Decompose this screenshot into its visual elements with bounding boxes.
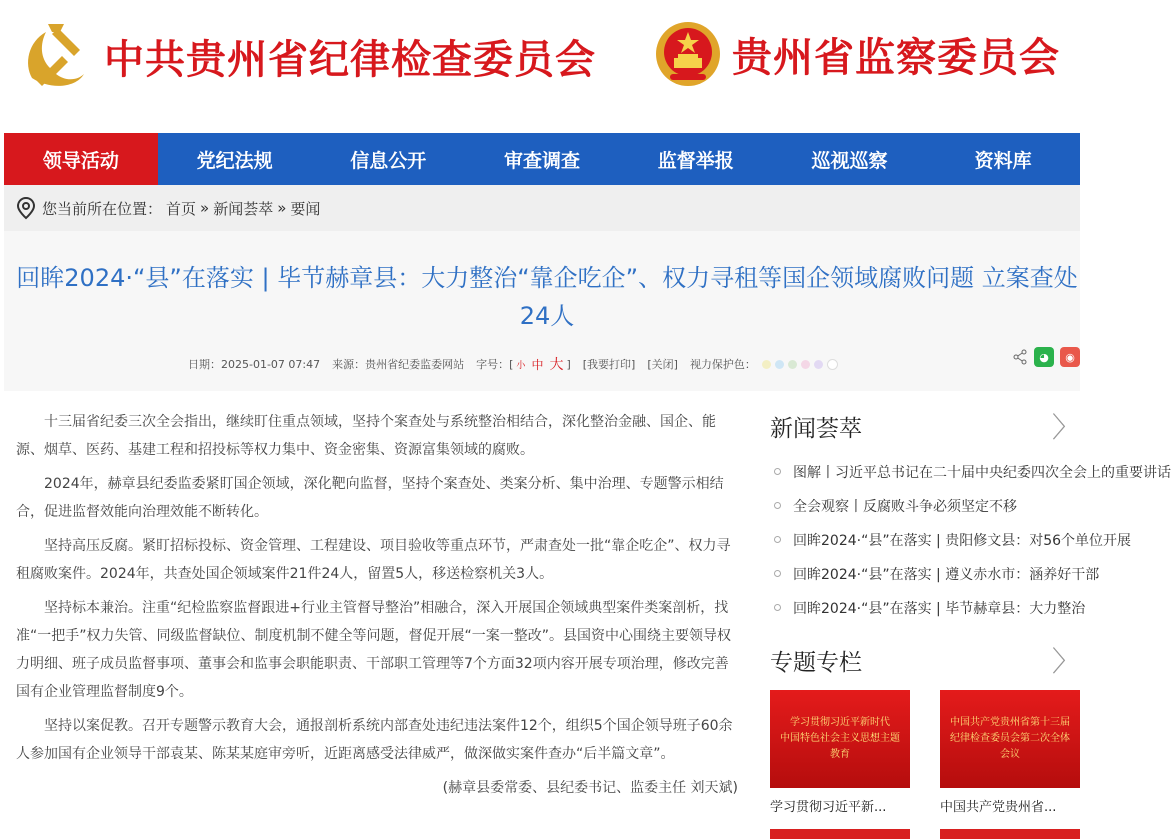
- news-list-item[interactable]: 回眸2024·“县”在落实 | 遵义赤水市：涵养好干部: [770, 558, 1080, 592]
- article-paragraph: 坚持以案促教。召开专题警示教育大会，通报剖析系统内部查处违纪违法案件12个，组织5个国企领导班子60余人参加国有企业领导干部袁某、陈某某庭审旁听，近距离感受法律威严，做深做实案件查办“后半篇文章”。: [16, 718, 733, 762]
- font-small-button[interactable]: 小: [516, 360, 526, 371]
- eye-color-blue[interactable]: [775, 360, 784, 369]
- topic-card-image-text: 学习贯彻习近平新时代: [790, 717, 890, 728]
- org-title-discipline: 中共贵州省纪律检查委员会: [104, 35, 596, 83]
- topic-card-caption[interactable]: 学习贯彻习近平新...: [770, 800, 887, 815]
- breadcrumb-prefix: 您当前所在位置：: [42, 199, 163, 218]
- topic-section-title: 专题专栏: [770, 649, 862, 676]
- font-large-button[interactable]: 大: [549, 357, 564, 373]
- party-emblem-icon: [18, 18, 94, 94]
- eye-color-green[interactable]: [788, 360, 797, 369]
- breadcrumb: [4, 185, 1080, 231]
- eye-color-purple[interactable]: [814, 360, 823, 369]
- share-icon[interactable]: [1012, 349, 1028, 365]
- news-section-title: 新闻荟萃: [770, 415, 862, 442]
- topic-section-header: [770, 634, 1080, 686]
- article-paragraph: 坚持标本兼治。注重“纪检监察监督跟进+行业主管督导整治”相融合，深入开展国企领域典型案件类案剖析，找准“一把手”权力失管、同级监督缺位、制度机制不健全等问题，督促开展“一案一整改”。县国资中心围绕主要领导权力明细、班子成员监督事项、董事会和监事会职能职责、干部职工管理等7个方面32项内容开展专项治理，修改完善国有企业管理监督制度9个。: [16, 600, 732, 700]
- sidebar: [770, 400, 1171, 839]
- news-section-header: [770, 400, 1080, 452]
- topic-card-image[interactable]: [770, 690, 910, 788]
- article-header: [4, 231, 1080, 391]
- breadcrumb-section-link[interactable]: 新闻荟萃: [213, 199, 274, 218]
- article-paragraph: 2024年，赫章县纪委监委紧盯国企领域，深化靶向监督，坚持个案查处、类案分析、集中治理、专题警示相结合，促进监督效能向治理效能不断转化。: [16, 476, 724, 520]
- eye-color-white[interactable]: [827, 359, 838, 370]
- news-list: [770, 456, 1171, 626]
- topic-card-next-image[interactable]: [940, 829, 1080, 839]
- nav-item-investigation[interactable]: 审查调查: [504, 149, 581, 172]
- main-nav: [4, 133, 1080, 185]
- topic-card-image[interactable]: [940, 690, 1080, 788]
- print-button[interactable]: [我要打印]: [582, 358, 636, 371]
- topic-card[interactable]: [940, 690, 1080, 839]
- news-list-item[interactable]: 回眸2024·“县”在落实 | 毕节赫章县：大力整治: [770, 592, 1080, 626]
- location-pin-icon: [16, 197, 36, 219]
- national-emblem-icon: [652, 18, 724, 90]
- eye-color-pink[interactable]: [801, 360, 810, 369]
- article-source: 来源：贵州省纪委监委网站: [332, 358, 465, 371]
- topic-card-image-text: 纪律检查委员会第二次全体会议: [950, 733, 1070, 760]
- wechat-icon[interactable]: ◕: [1034, 347, 1054, 367]
- breadcrumb-home-link[interactable]: 首页: [166, 199, 197, 218]
- nav-item-report[interactable]: 监督举报: [657, 149, 734, 172]
- nav-item-info-disclosure[interactable]: 信息公开: [350, 149, 427, 172]
- breadcrumb-separator: »: [200, 199, 210, 217]
- article-paragraph: 坚持高压反腐。紧盯招标投标、资金管理、工程建设、项目验收等重点环节，严肃查处一批“靠企吃企”、权力寻租腐败案件。2024年，共查处国企领域案件21件24人，留置5人，移送检察机关3人。: [16, 538, 731, 582]
- topic-card-next-image[interactable]: [770, 829, 910, 839]
- state-logo-group[interactable]: [652, 18, 1060, 90]
- eye-care-colors: [762, 359, 842, 370]
- party-logo-group[interactable]: [18, 18, 596, 94]
- close-button[interactable]: [关闭]: [647, 358, 678, 371]
- org-title-supervision: 贵州省监察委员会: [732, 33, 1060, 81]
- weibo-icon[interactable]: ◉: [1060, 347, 1080, 367]
- breadcrumb-separator: »: [277, 199, 287, 217]
- breadcrumb-page-link[interactable]: 要闻: [290, 199, 321, 218]
- nav-item-inspection[interactable]: 巡视巡察: [811, 149, 888, 172]
- article-paragraph: 十三届省纪委三次全会指出，继续盯住重点领域，坚持个案查处与系统整治相结合，深化整治金融、国企、能源、烟草、医药、基建工程和招投标等权力集中、资金密集、资源富集领域的腐败。: [16, 414, 716, 458]
- topic-card-image-text: 中国特色社会主义思想主题教育: [780, 733, 900, 760]
- nav-item-regulations[interactable]: 党纪法规: [196, 149, 273, 172]
- font-medium-button[interactable]: 中: [531, 357, 544, 372]
- font-size-end: ]: [566, 357, 571, 371]
- nav-item-library[interactable]: 资料库: [974, 149, 1032, 172]
- news-list-item[interactable]: 全会观察丨反腐败斗争必须坚定不移: [770, 490, 1080, 524]
- topic-cards: [770, 690, 1080, 839]
- news-list-item[interactable]: 回眸2024·“县”在落实 | 贵阳修文县：对56个单位开展: [770, 524, 1080, 558]
- article-body: [16, 408, 738, 802]
- topic-card[interactable]: [770, 690, 910, 839]
- article-date: 日期：2025-01-07 07:47: [188, 358, 321, 371]
- topic-card-caption[interactable]: 中国共产党贵州省...: [940, 800, 1057, 815]
- article-signature: (赫章县委常委、县纪委书记、监委主任 刘天斌): [442, 780, 738, 796]
- site-header: [0, 0, 1080, 132]
- eye-care-label: 视力保护色：: [689, 358, 756, 371]
- nav-item-leadership[interactable]: 领导活动: [4, 133, 158, 185]
- eye-color-yellow[interactable]: [762, 360, 771, 369]
- news-list-item[interactable]: 图解丨习近平总书记在二十届中央纪委四次全会上的重要讲话: [770, 456, 1080, 490]
- topic-card-image-text: 中国共产党贵州省第十三届: [950, 717, 1070, 728]
- article-meta: [188, 354, 842, 374]
- article-title: 回眸2024·“县”在落实 | 毕节赫章县：大力整治“靠企吃企”、权力寻租等国企领域腐败问题 立案查处24人: [16, 264, 1078, 330]
- topic-more-icon[interactable]: 〉〉: [1051, 645, 1066, 678]
- news-more-icon[interactable]: 〉〉: [1051, 411, 1066, 444]
- share-bar: [1012, 347, 1080, 367]
- font-size-label: 字号：[: [476, 358, 514, 371]
